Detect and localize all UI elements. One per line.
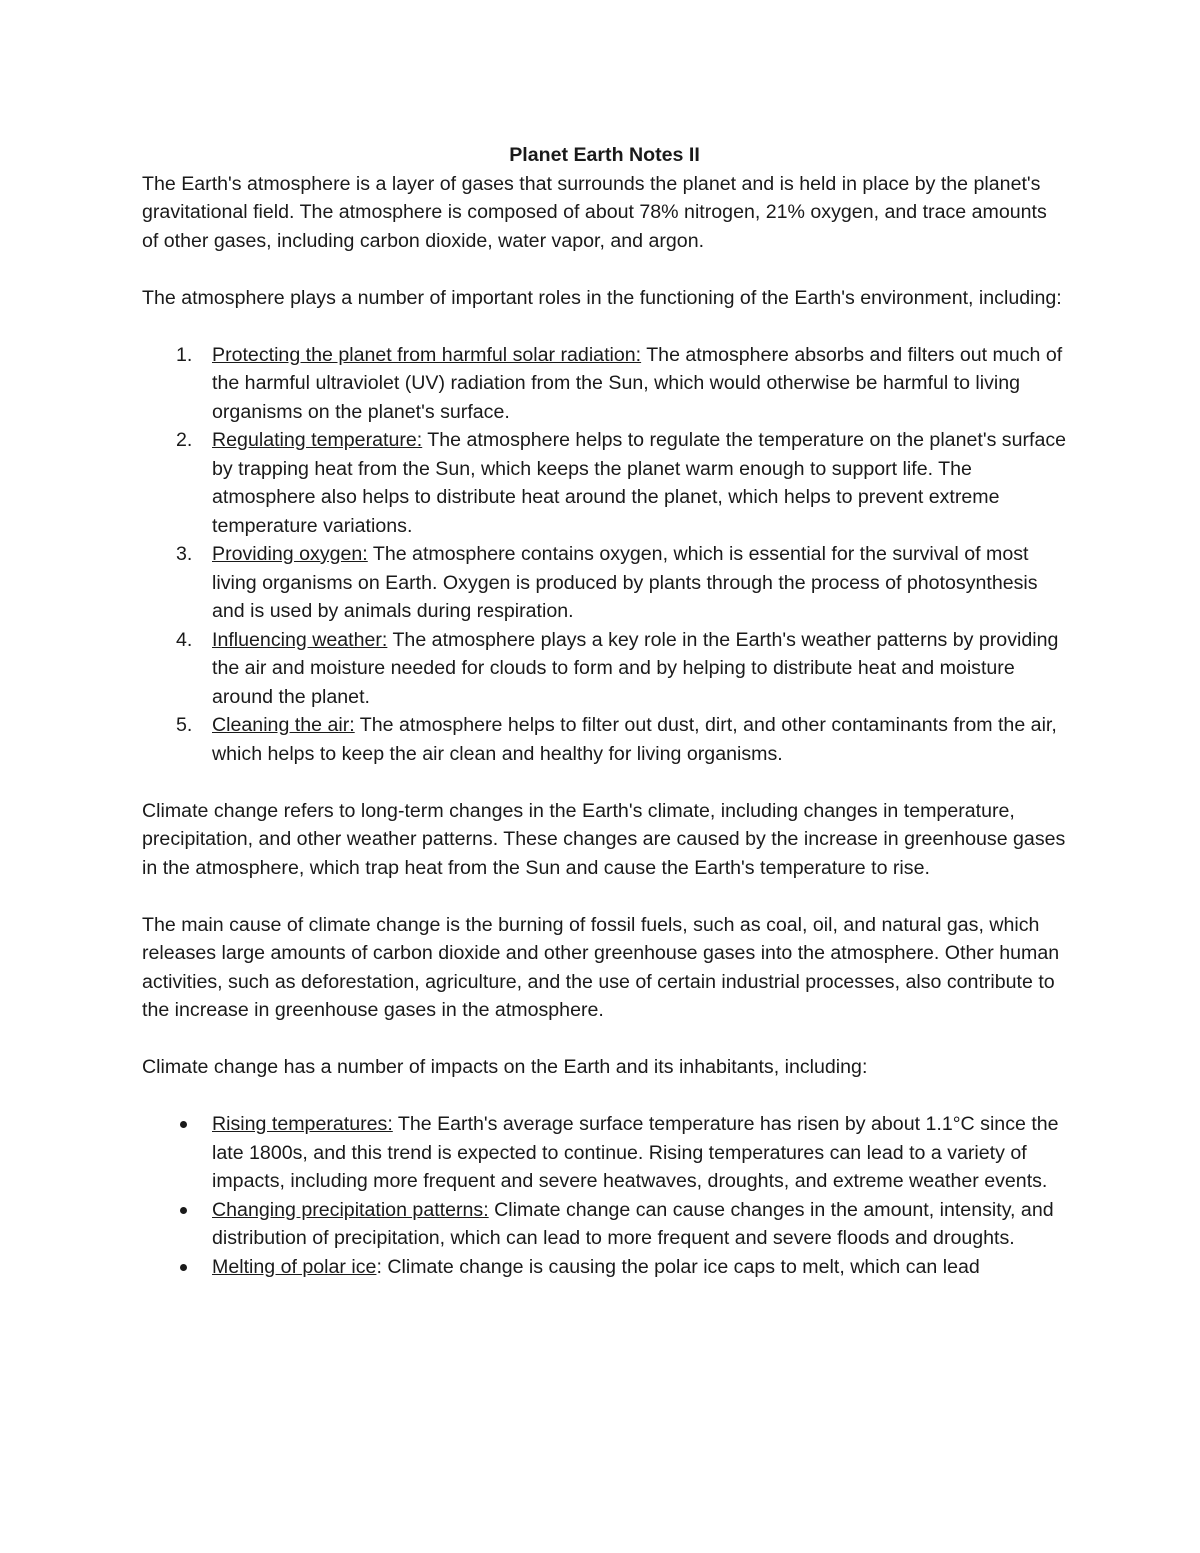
paragraph-spacer — [142, 255, 1067, 284]
role-term: Cleaning the air: — [212, 714, 355, 736]
bullet-dot-icon — [180, 1207, 187, 1214]
paragraph-spacer — [142, 312, 1067, 341]
impact-text: Climate change can cause changes in the amount, intensity, and distribution of precipitation, which can lead to more frequent and severe floods and droughts. — [212, 1198, 1054, 1249]
role-text: The atmosphere plays a key role in the Earth's weather patterns by providing the air and moisture needed for clouds to form and by helping to distribute heat and moisture around the planet. — [212, 628, 1059, 708]
role-term: Protecting the planet from harmful solar radiation: — [212, 343, 642, 366]
impact-term: Melting of polar ice — [212, 1255, 377, 1278]
document-page — [142, 141, 1067, 1281]
impact-text: : Climate change is causing the polar ice caps to melt, which can lead — [376, 1255, 980, 1278]
roles-list-item — [142, 540, 1067, 626]
impacts-list-item — [142, 1110, 1067, 1196]
roles-list-item — [142, 426, 1067, 540]
list-number: 3. — [176, 543, 193, 565]
climate-cause-paragraph: The main cause of climate change is the burning of fossil fuels, such as coal, oil, and natural gas, which releases large amounts of carbon dioxide and other greenhouse gases into the atmosphere. Other human activities, such as deforestation, agriculture, and the use of certain industrial processes, also contribute to the increase in greenhouse gases in the atmosphere. — [142, 913, 1060, 1021]
impacts-list — [142, 1110, 1067, 1281]
role-term: Influencing weather: — [212, 628, 388, 651]
impacts-intro-paragraph: Climate change has a number of impacts on the Earth and its inhabitants, including: — [142, 1056, 868, 1078]
roles-list-item — [142, 711, 1067, 768]
paragraph-spacer — [142, 768, 1067, 797]
list-number: 1. — [176, 343, 193, 366]
role-text: The atmosphere contains oxygen, which is essential for the survival of most living organisms on Earth. Oxygen is produced by plants through the process of photosynthesis and is used by animals during respiration. — [212, 543, 1038, 622]
impact-term: Changing precipitation patterns: — [212, 1198, 489, 1221]
intro-paragraph: The Earth's atmosphere is a layer of gases that surrounds the planet and is held in place by the planet's gravitational field. The atmosphere is composed of about 78% nitrogen, 21% oxygen, and trace amounts of other gases, including carbon dioxide, water vapor, and argon. — [142, 172, 1047, 252]
bullet-dot-icon — [180, 1121, 187, 1128]
role-text: The atmosphere helps to filter out dust, dirt, and other contaminants from the air, which helps to keep the air clean and healthy for living organisms. — [212, 714, 1057, 765]
paragraph-spacer — [142, 882, 1067, 911]
role-term: Providing oxygen: — [212, 543, 368, 565]
roles-list — [142, 341, 1067, 769]
role-text: The atmosphere helps to regulate the temperature on the planet's surface by trapping heat from the Sun, which keeps the planet warm enough to support life. The atmosphere also helps to distribute heat around the planet, which helps to prevent extreme temperature variations. — [212, 429, 1067, 537]
paragraph-spacer — [142, 1025, 1067, 1054]
paragraph-spacer — [142, 1082, 1067, 1111]
impacts-list-item — [142, 1196, 1067, 1253]
role-text: The atmosphere absorbs and filters out much of the harmful ultraviolet (UV) radiation from the Sun, which would otherwise be harmful to living organisms on the planet's surface. — [212, 343, 1063, 423]
impact-text: The Earth's average surface temperature has risen by about 1.1°C since the late 1800s, and this trend is expected to continue. Rising temperatures can lead to a variety of impacts, including more frequent and severe heatwaves, droughts, and extreme weather events. — [212, 1113, 1059, 1192]
roles-list-item — [142, 341, 1067, 427]
impacts-list-item — [142, 1253, 1067, 1282]
impact-term: Rising temperatures: — [212, 1113, 393, 1135]
roles-intro-paragraph: The atmosphere plays a number of important roles in the functioning of the Earth's environment, including: — [142, 286, 1062, 309]
document-title: Planet Earth Notes II — [509, 144, 700, 166]
climate-definition-paragraph: Climate change refers to long-term changes in the Earth's climate, including changes in temperature, precipitation, and other weather patterns. These changes are caused by the increase in greenhouse gases in the atmosphere, which trap heat from the Sun and cause the Earth's temperature to rise. — [142, 799, 1066, 879]
list-number: 2. — [176, 429, 193, 451]
list-number: 5. — [176, 714, 193, 736]
list-number: 4. — [176, 628, 193, 651]
bullet-dot-icon — [180, 1264, 187, 1271]
role-term: Regulating temperature: — [212, 429, 423, 451]
roles-list-item — [142, 626, 1067, 712]
